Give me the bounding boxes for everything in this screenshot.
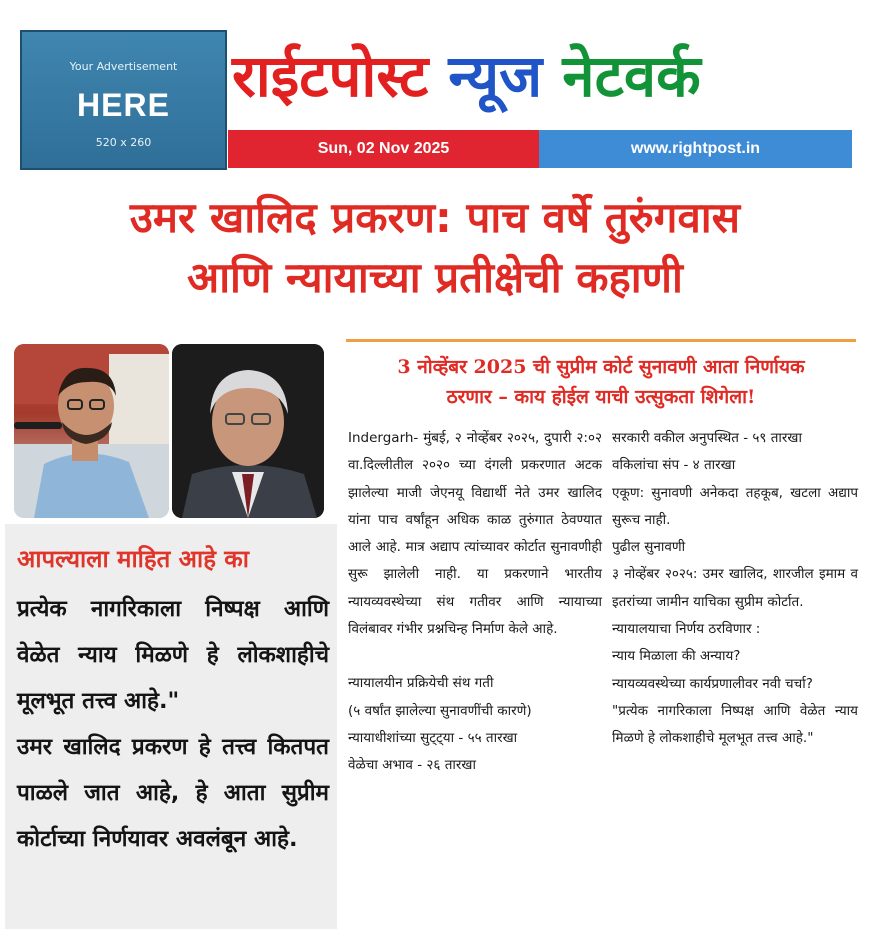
ad-size: 520 x 260 bbox=[95, 136, 152, 149]
article-para-1: Indergarh- मुंबई, २ नोव्हेंबर २०२५, दुपारी २:०२ वा.दिल्लीतील २०२० च्या दंगली प्रकरणात अटक झालेल्या माजी जेएनयू विद्यार्थी नेते उमर खालिद यांना पाच वर्षांहून अधिक काळ तुरुंगात ठेवण्यात आले आहे. मात्र अद्याप त्यांच्यावर कोर्टात सुनावणीही सुरू झालेली नाही. या प्रकरणाने भारतीय न्यायव्यवस्थेच्या संथ गतीवर आणि न्यायाच्या विलंबावर गंभीर प्रश्नचिन्ह निर्माण केले आहे. bbox=[348, 430, 602, 638]
list-item: सरकारी वकील अनुपस्थित - ५९ तारखा bbox=[612, 430, 802, 446]
did-you-know-title: आपल्याला माहित आहे का bbox=[17, 545, 249, 573]
ad-line-2: HERE bbox=[77, 87, 170, 123]
subhead-line-2: ठरणार – काय होईल याची उत्सुकता शिगेला! bbox=[446, 386, 756, 408]
ad-line-1: Your Advertisement bbox=[69, 60, 178, 73]
closing-quote: "प्रत्येक नागरिकाला निष्पक्ष आणि वेळेत न्याय मिळणे हे लोकशाहीचे मूलभूत तत्त्व आहे." bbox=[612, 702, 858, 747]
headline-line-1: उमर खालिद प्रकरण: पाच वर्षे तुरुंगवास bbox=[129, 193, 741, 242]
list-item: वकिलांचा संप - ४ तारखा bbox=[612, 457, 736, 474]
article-column-1 bbox=[348, 425, 602, 780]
masthead-part-3: नेटवर्क bbox=[562, 42, 701, 110]
did-you-know-box bbox=[5, 524, 337, 929]
advertisement-box[interactable] bbox=[20, 30, 227, 170]
decision-question-1: न्याय मिळाला की अन्याय? bbox=[612, 648, 741, 665]
decision-question-2: न्यायव्यवस्थेच्या कार्यप्रणालीवर नवी चर्चा? bbox=[612, 675, 813, 692]
article-column-2 bbox=[612, 425, 858, 753]
masthead-part-1: राईटपोस्ट bbox=[232, 42, 429, 110]
website-link[interactable]: www.rightpost.in bbox=[539, 130, 852, 168]
next-hearing-title: पुढील सुनावणी bbox=[612, 539, 686, 556]
sub-headline bbox=[346, 352, 856, 412]
did-you-know-body bbox=[17, 586, 329, 862]
subhead-line-1: 3 नोव्हेंबर 2025 ची सुप्रीम कोर्ट सुनावणी आता निर्णायक bbox=[397, 356, 805, 378]
did-you-know-para-2: उमर खालिद प्रकरण हे तत्त्व कितपत पाळले जात आहे, हे आता सुप्रीम कोर्टाच्या निर्णयावर अवलंबून आहे. bbox=[17, 734, 329, 852]
list-title: न्यायालयीन प्रक्रियेची संथ गती bbox=[348, 675, 494, 692]
decision-title: न्यायालयाचा निर्णय ठरविणार : bbox=[612, 621, 761, 638]
portrait-illustration bbox=[172, 344, 324, 518]
list-item: वेळेचा अभाव - २६ तारखा bbox=[348, 757, 476, 774]
next-hearing-body: ३ नोव्हेंबर २०२५: उमर खालिद, शारजील इमाम व इतरांच्या जामीन याचिका सुप्रीम कोर्टात. bbox=[612, 566, 858, 610]
photo-umar-khalid bbox=[14, 344, 169, 518]
masthead-part-2: न्यूज bbox=[448, 42, 543, 110]
orange-divider bbox=[346, 339, 856, 342]
photo-kapil-sibal bbox=[172, 344, 324, 518]
list-subtitle: (५ वर्षांत झालेल्या सुनावणींची कारणे) bbox=[348, 702, 532, 719]
summary: एकूण: सुनावणी अनेकदा तहकूब, खटला अद्याप सुरूच नाही. bbox=[612, 484, 858, 528]
main-headline bbox=[10, 188, 860, 308]
speaker-illustration bbox=[14, 344, 169, 518]
date-bar: Sun, 02 Nov 2025 bbox=[228, 130, 539, 168]
masthead-title bbox=[232, 35, 852, 117]
did-you-know-para-1: प्रत्येक नागरिकाला निष्पक्ष आणि वेळेत न्याय मिळणे हे लोकशाहीचे मूलभूत तत्त्व आहे." bbox=[17, 596, 329, 714]
list-item: न्यायाधीशांच्या सुट्ट्या - ५५ तारखा bbox=[348, 729, 518, 746]
headline-line-2: आणि न्यायाच्या प्रतीक्षेची कहाणी bbox=[187, 253, 683, 302]
